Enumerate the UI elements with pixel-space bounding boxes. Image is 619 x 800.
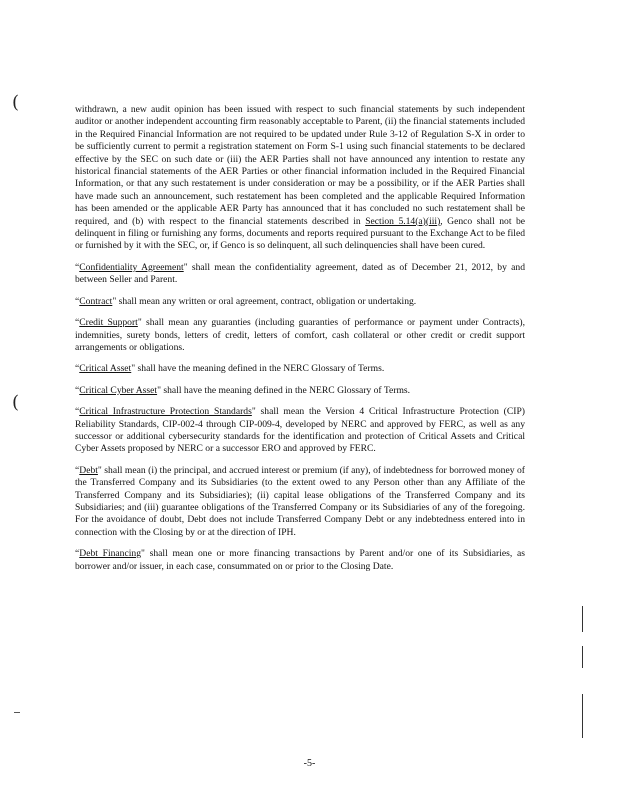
open-quote: “ <box>75 317 80 329</box>
open-quote: “ <box>75 363 80 375</box>
defined-term: Confidentiality Agreement <box>79 261 184 273</box>
definition-text: " shall mean (i) the principal, and accrued interest or premium (if any), of indebtedness for borrowed money of the Transferred Company and its Subsidiaries (to the extent owed to any Person other than any Affiliate of the Transferred Company and its Subsidiaries); (ii) capital lease obligations of the Transferred Company and its Subsidiaries; and (iii) guarantee obligations of the Transferred Company or its Subsidiaries of any of the foregoing. For the avoidance of doubt, Debt does not include Transferred Company Debt or any indebtedness entered into in connection with the Closing by or at the direction of IPH. <box>75 464 525 538</box>
defined-term: Contract <box>79 295 113 307</box>
open-quote: “ <box>75 295 80 307</box>
definition-text: " shall have the meaning defined in the NERC Glossary of Terms. <box>157 384 411 396</box>
scan-edge-line-1 <box>582 606 583 632</box>
definition-contract <box>75 296 525 308</box>
page-number: -5- <box>303 758 316 769</box>
defined-term: Critical Asset <box>79 363 132 375</box>
defined-term: Critical Infrastructure Protection Standards <box>79 406 252 418</box>
open-quote: “ <box>75 548 80 560</box>
scan-mark-bottom-left <box>14 712 20 713</box>
definition-critical-infrastructure-protection-standards <box>75 406 525 456</box>
scan-mark-middle-left: ( <box>12 392 20 413</box>
open-quote: “ <box>75 464 80 476</box>
paragraph-text: withdrawn, a new audit opinion has been issued with respect to such financial statements by such independent auditor or another independent accounting firm reasonably acceptable to Parent, (ii) the financial statements included in the Required Financial Information are not required to be updated under Rule 3-12 of Regulation S-X in order to be sufficiently current to permit a registration statement on Form S-1 using such financial statements to be declared effective by the SEC on such date or (iii) the AER Parties shall not have announced any intention to restate any historical financial statements of the AER Parties or other financial information included in the Required Financial Information, or that any such restatement is under consideration or may be a possibility, or if the AER Parties shall have made such an announcement, such restatement has been completed and the applicable Required Information has been amended or the applicable AER Party has announced that it has concluded no such restatement shall be required, and (b) with respect to the financial statements described in <box>75 104 525 227</box>
definition-text: " shall mean any written or oral agreement, contract, obligation or undertaking. <box>112 295 417 307</box>
open-quote: “ <box>75 406 80 418</box>
section-reference: Section 5.14(a)(iii) <box>365 215 441 227</box>
definition-debt-financing <box>75 548 525 573</box>
defined-term: Critical Cyber Asset <box>79 384 158 396</box>
definition-critical-cyber-asset <box>75 385 525 397</box>
paragraph-continuation <box>75 104 525 253</box>
definition-text: " shall have the meaning defined in the NERC Glossary of Terms. <box>131 363 385 375</box>
definition-debt <box>75 465 525 539</box>
definition-text: " shall mean the confidentiality agreement, dated as of December 21, 2012, by and between Seller and Parent. <box>75 261 526 286</box>
defined-term: Debt Financing <box>79 548 142 560</box>
scan-edge-line-3 <box>582 694 583 738</box>
defined-term: Debt <box>79 464 98 476</box>
open-quote: “ <box>75 261 80 273</box>
definition-credit-support <box>75 317 525 354</box>
definition-critical-asset <box>75 363 525 375</box>
definition-confidentiality-agreement <box>75 262 525 287</box>
document-body <box>75 104 525 582</box>
scan-mark-top-left: ( <box>12 92 20 113</box>
definition-text: " shall mean any guaranties (including guaranties of performance or payment under Contracts), indemnities, surety bonds, letters of credit, letters of comfort, cash collateral or other credit or credit support arrangements or obligations. <box>75 317 525 353</box>
defined-term: Credit Support <box>79 317 138 329</box>
paragraph-text: , Genco shall not be delinquent in filing or furnishing any forms, documents and reports required pursuant to the Exchange Act to be filed or furnished by it with the SEC, or, if Genco is so delinquent, all such delinquencies shall have been cured. <box>75 215 526 252</box>
definition-text: " shall mean the Version 4 Critical Infrastructure Protection (CIP) Reliability Standards, CIP-002-4 through CIP-009-4, developed by NERC and approved by FERC, as well as any successor or additional cybersecurity standards for the identification and protection of Critical Assets and Critical Cyber Assets proposed by NERC or a successor ERO and approved by FERC. <box>75 406 525 455</box>
definition-text: " shall mean one or more financing transactions by Parent and/or one of its Subsidiaries, as borrower and/or issuer, in each case, consummated on or prior to the Closing Date. <box>75 548 525 572</box>
scan-edge-line-2 <box>582 646 583 668</box>
open-quote: “ <box>75 384 80 396</box>
